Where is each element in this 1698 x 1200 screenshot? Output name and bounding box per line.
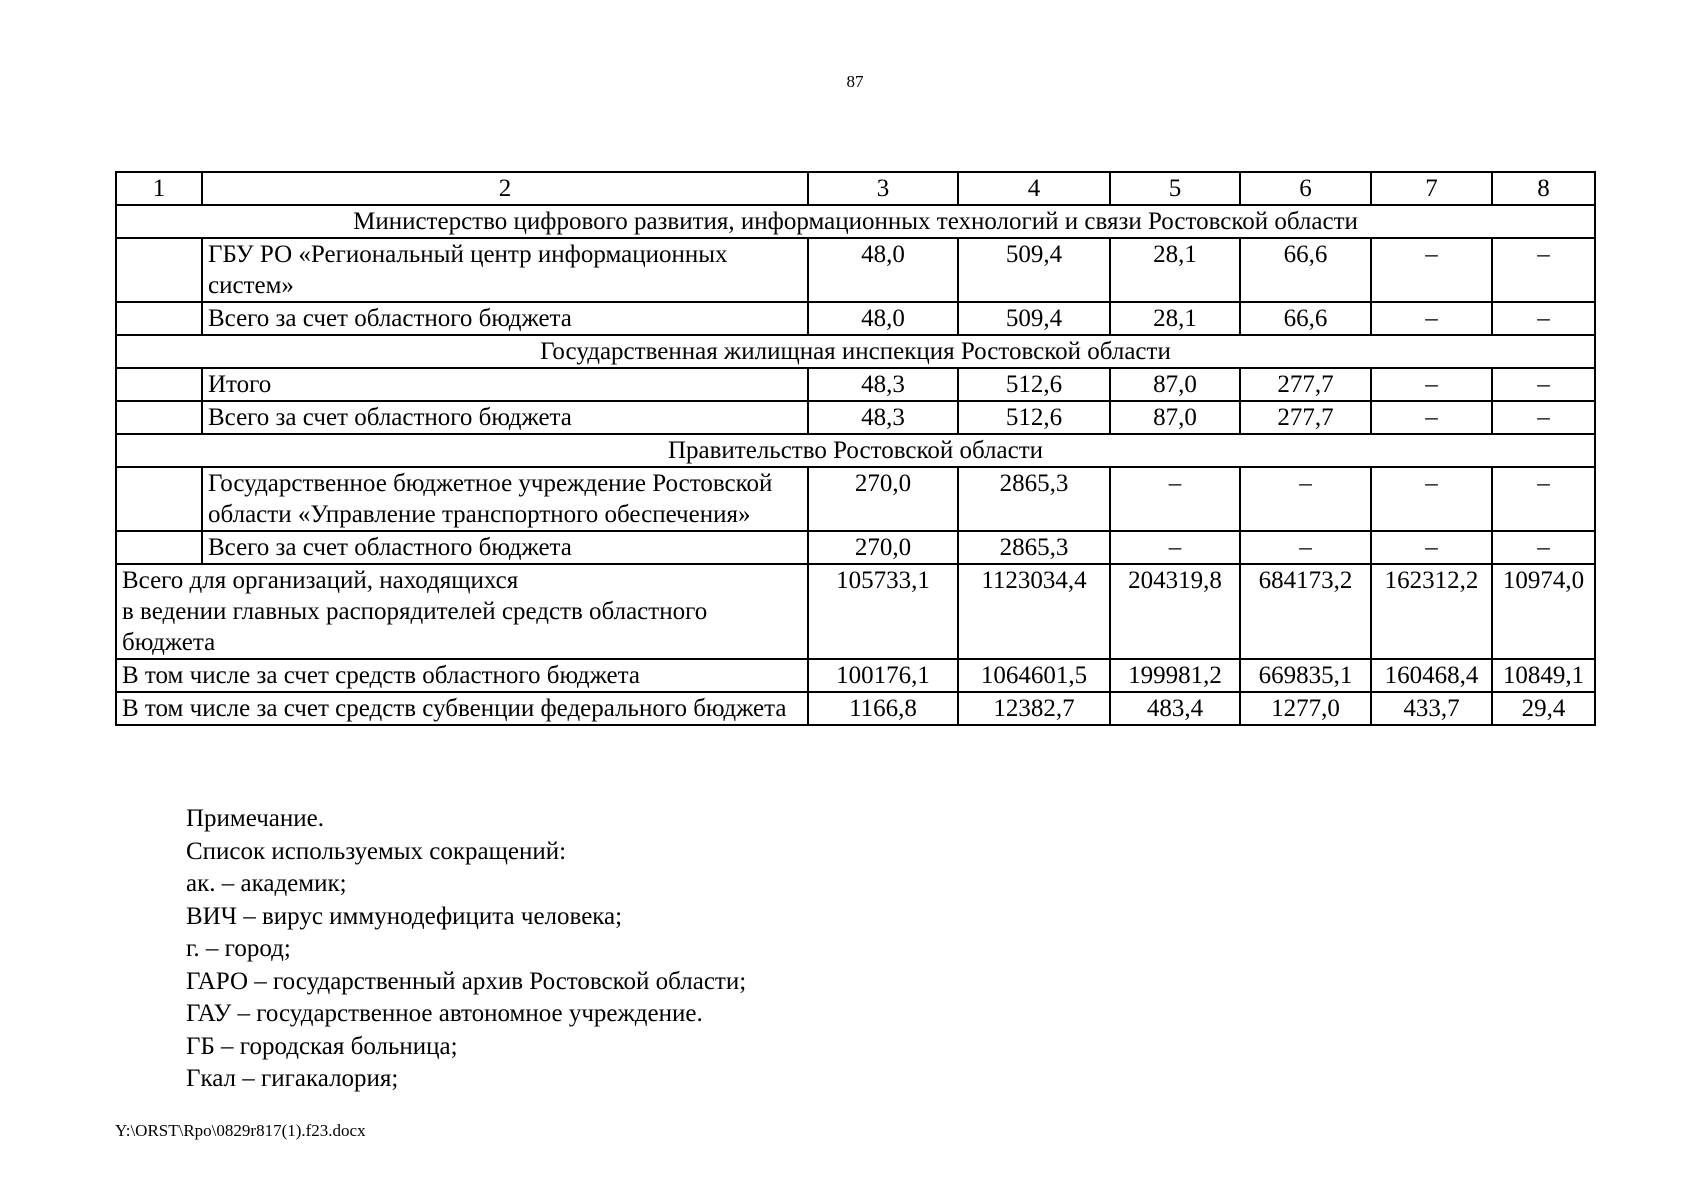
value-cell: – [1492, 401, 1595, 434]
value-cell: 28,1 [1110, 302, 1240, 335]
value-cell: – [1371, 302, 1492, 335]
total-value-cell: 29,4 [1492, 692, 1595, 725]
row-name-cell: Всего за счет областного бюджета [202, 401, 808, 434]
total-name-cell [116, 564, 808, 659]
value-cell: 87,0 [1110, 401, 1240, 434]
value-cell: 2865,3 [958, 531, 1110, 564]
value-cell: 48,3 [808, 401, 958, 434]
section-title-row [116, 205, 1595, 238]
notes-line: ГБ – городская больница; [186, 1032, 458, 1060]
total-value-cell: 1166,8 [808, 692, 958, 725]
section-title-row [116, 335, 1595, 368]
page-number: 87 [846, 72, 864, 91]
total-value-cell: 105733,1 [808, 564, 958, 659]
value-cell: 270,0 [808, 467, 958, 531]
total-value-cell: 10849,1 [1492, 659, 1595, 692]
value-cell: – [1492, 368, 1595, 401]
row-name-cell: Государственное бюджетное учреждение Ростовской области «Управление транспортного обеспечения» [202, 467, 808, 531]
value-cell: 66,6 [1240, 238, 1371, 302]
value-cell: – [1371, 531, 1492, 564]
total-value-cell: 1277,0 [1240, 692, 1371, 725]
header-cell: 2 [202, 172, 808, 205]
row-name-cell: Всего за счет областного бюджета [202, 302, 808, 335]
total-value-cell: 204319,8 [1110, 564, 1240, 659]
section-title: Министерство цифрового развития, информационных технологий и связи Ростовской области [116, 205, 1595, 238]
total-row [116, 564, 1595, 659]
total-row [116, 659, 1595, 692]
total-name-line: Всего для организаций, находящихся [122, 567, 519, 594]
row-name-cell: Итого [202, 368, 808, 401]
value-cell: 509,4 [958, 238, 1110, 302]
row-name-cell: ГБУ РО «Региональный центр информационных систем» [202, 238, 808, 302]
total-value-cell: 684173,2 [1240, 564, 1371, 659]
value-cell: 512,6 [958, 401, 1110, 434]
total-value-cell: 433,7 [1371, 692, 1492, 725]
row-number-cell [116, 531, 202, 564]
value-cell: 66,6 [1240, 302, 1371, 335]
table-body [116, 172, 1595, 725]
total-value-cell: 1064601,5 [958, 659, 1110, 692]
section-title: Правительство Ростовской области [116, 434, 1595, 467]
total-value-cell: 12382,7 [958, 692, 1110, 725]
value-cell: – [1492, 238, 1595, 302]
notes-heading: Примечание. [186, 805, 325, 832]
value-cell: – [1371, 467, 1492, 531]
value-cell: 28,1 [1110, 238, 1240, 302]
total-value-cell: 1123034,4 [958, 564, 1110, 659]
notes-line: Список используемых сокращений: [186, 837, 567, 865]
notes-line: ГАРО – государственный архив Ростовской области; [186, 967, 747, 995]
row-name-cell: Всего за счет областного бюджета [202, 531, 808, 564]
total-value-cell: 160468,4 [1371, 659, 1492, 692]
notes-line: г. – город; [186, 935, 291, 962]
value-cell: – [1371, 238, 1492, 302]
value-cell: 87,0 [1110, 368, 1240, 401]
total-value-cell: 162312,2 [1371, 564, 1492, 659]
total-name-cell [116, 692, 808, 725]
row-number-cell [116, 401, 202, 434]
value-cell: 48,3 [808, 368, 958, 401]
value-cell: – [1240, 531, 1371, 564]
table-row [116, 401, 1595, 434]
value-cell: 48,0 [808, 302, 958, 335]
total-value-cell: 669835,1 [1240, 659, 1371, 692]
notes-line: Гкал – гигакалория; [186, 1065, 399, 1092]
total-value-cell: 199981,2 [1110, 659, 1240, 692]
table-row [116, 531, 1595, 564]
notes-line: ГАУ – государственное автономное учреждение. [186, 1000, 703, 1027]
table-header-row [116, 172, 1595, 205]
table-row [116, 368, 1595, 401]
row-number-cell [116, 368, 202, 401]
header-cell: 3 [808, 172, 958, 205]
total-name-line: в ведении главных распорядителей средств областного бюджета [122, 598, 708, 656]
row-number-cell [116, 302, 202, 335]
notes-line: ВИЧ – вирус иммунодефицита человека; [186, 902, 623, 930]
value-cell: 48,0 [808, 238, 958, 302]
value-cell: 512,6 [958, 368, 1110, 401]
table-row [116, 467, 1595, 531]
table-row [116, 302, 1595, 335]
total-name-cell [116, 659, 808, 692]
value-cell: 270,0 [808, 531, 958, 564]
footer-file-path: Y:\ORST\Rpo\0829r817(1).f23.docx [115, 1121, 366, 1140]
value-cell: 509,4 [958, 302, 1110, 335]
section-title: Государственная жилищная инспекция Ростовской области [116, 335, 1595, 368]
value-cell: – [1492, 467, 1595, 531]
header-cell: 1 [116, 172, 202, 205]
header-cell: 5 [1110, 172, 1240, 205]
value-cell: 2865,3 [958, 467, 1110, 531]
total-row [116, 692, 1595, 725]
value-cell: – [1240, 467, 1371, 531]
row-number-cell [116, 467, 202, 531]
total-name-line: В том числе за счет средств областного бюджета [122, 662, 640, 689]
value-cell: – [1371, 401, 1492, 434]
notes-block [186, 803, 746, 1096]
total-value-cell: 10974,0 [1492, 564, 1595, 659]
row-number-cell [116, 238, 202, 302]
total-name-line: В том числе за счет средств субвенции федерального бюджета [122, 695, 787, 722]
header-cell: 4 [958, 172, 1110, 205]
header-cell: 8 [1492, 172, 1595, 205]
section-title-row [116, 434, 1595, 467]
value-cell: – [1492, 531, 1595, 564]
budget-table [115, 171, 1596, 726]
total-value-cell: 483,4 [1110, 692, 1240, 725]
value-cell: 277,7 [1240, 368, 1371, 401]
table-row [116, 238, 1595, 302]
value-cell: – [1371, 368, 1492, 401]
header-cell: 6 [1240, 172, 1371, 205]
value-cell: – [1110, 531, 1240, 564]
header-cell: 7 [1371, 172, 1492, 205]
value-cell: – [1492, 302, 1595, 335]
notes-line: ак. – академик; [186, 870, 347, 897]
value-cell: 277,7 [1240, 401, 1371, 434]
total-value-cell: 100176,1 [808, 659, 958, 692]
value-cell: – [1110, 467, 1240, 531]
